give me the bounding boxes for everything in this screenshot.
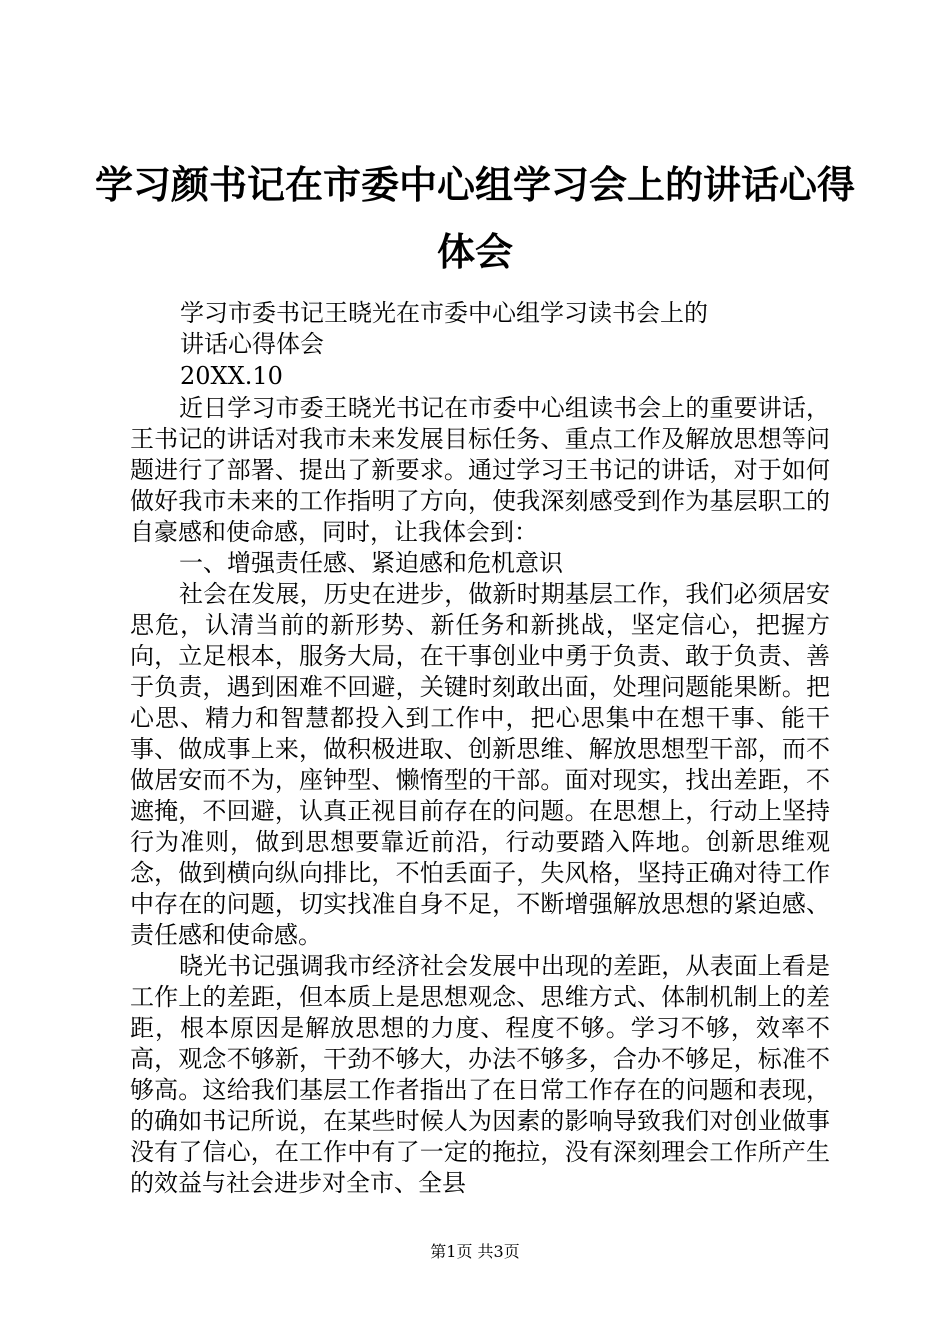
- subtitle-line1: 学习市委书记王晓光在市委中心组学习读书会上的: [180, 299, 708, 327]
- document-date: 20XX.10: [180, 362, 283, 390]
- document-title-line1: 学习颜书记在市委中心组学习会上的讲话心得: [94, 162, 855, 207]
- page-footer: 第1页 共3页: [430, 1242, 520, 1261]
- subtitle-line2: 讲话心得体会: [180, 330, 324, 358]
- document-title-line2: 体会: [436, 229, 513, 274]
- section-heading-1: 一、增强责任感、紧迫感和危机意识: [179, 549, 563, 577]
- body-text: [130, 393, 830, 1199]
- paragraph-gap-analysis: 晓光书记强调我市经济社会发展中出现的差距，从表面上看是工作上的差距，但本质上是思想观念、思维方式、体制机制上的差距，根本原因是解放思想的力度、程度不够。学习不够，效率不高，观念不够新，干劲不够大，办法不够多，合办不够足，标准不够高。这给我们基层工作者指出了在日常工作存在的问题和表现，的确如书记所说，在某些时候人为因素的影响导致我们对创业做事没有了信心，在工作中有了一定的拖拉，没有深刻理会工作所产生的效益与社会进步对全市、全县: [130, 952, 830, 1197]
- paragraph-section1: 社会在发展，历史在进步，做新时期基层工作，我们必须居安思危，认清当前的新形势、新任务和新挑战，坚定信心，把握方向，立足根本，服务大局，在干事创业中勇于负责、敢于负责、善于负责，遇到困难不回避，关键时刻敢出面，处理问题能果断。把心思、精力和智慧都投入到工作中，把心思集中在想干事、能干事、做成事上来，做积极进取、创新思维、解放思想型干部，而不做居安而不为，座钟型、懒惰型的干部。面对现实，找出差距，不遮掩，不回避，认真正视目前存在的问题。在思想上，行动上坚持行为准则，做到思想要靠近前沿，行动要踏入阵地。创新思维观念，做到横向纵向排比，不怕丢面子，失风格，坚持正确对待工作中存在的问题，切实找准自身不足，不断增强解放思想的紧迫感、责任感和使命感。: [130, 580, 830, 949]
- paragraph-intro: 近日学习市委王晓光书记在市委中心组读书会上的重要讲话，王书记的讲话对我市未来发展目标任务、重点工作及解放思想等问题进行了部署、提出了新要求。通过学习王书记的讲话，对于如何做好我市未来的工作指明了方向，使我深刻感受到作为基层职工的自豪感和使命感，同时，让我体会到：: [130, 394, 830, 546]
